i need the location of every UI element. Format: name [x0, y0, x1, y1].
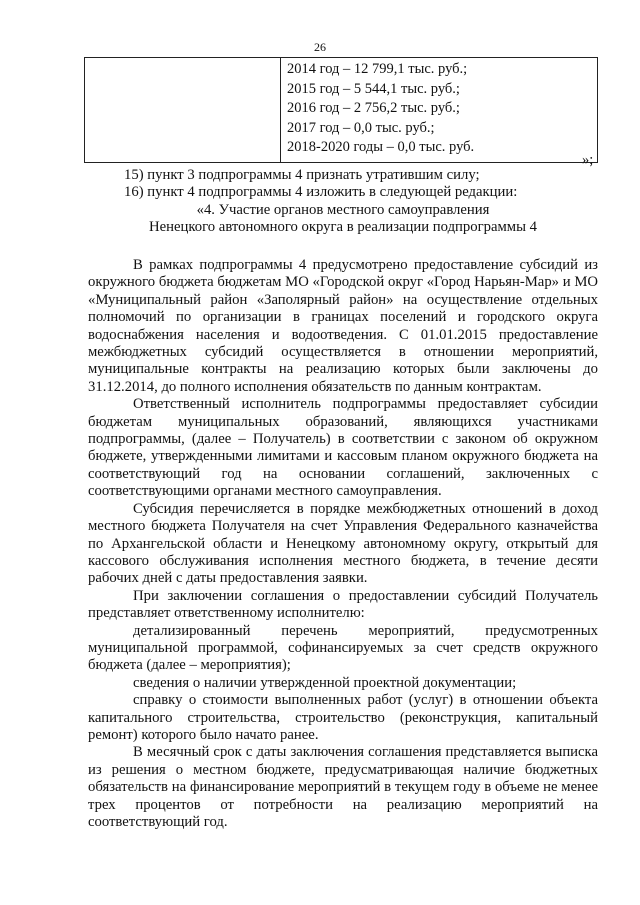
page-number: 26	[314, 40, 326, 54]
budget-line: 2018-2020 годы – 0,0 тыс. руб.	[287, 139, 475, 156]
body-text	[88, 257, 598, 831]
table-cell-empty	[85, 58, 281, 163]
budget-line: 2016 год – 2 756,2 тыс. руб.;	[287, 100, 460, 117]
section-heading-line-1: «4. Участие органов местного самоуправления	[196, 201, 490, 218]
amendments-block	[88, 167, 598, 237]
paragraph: Ответственный исполнитель подпрограммы предоставляет субсидии бюджетам муниципальных образований, являющихся участниками подпрограммы, (далее – Получатель) в соответствии с законом об окружном бюджете, утвержденными лимитами и кассовым планом окружного бюджета на соответствующий год на основании соглашений, заключенных с соответствующими органами местного самоуправления.	[88, 396, 598, 500]
budget-line: 2014 год – 12 799,1 тыс. руб.;	[287, 61, 468, 77]
paragraph: В месячный срок с даты заключения соглашения представляется выписка из решения о местном бюджете, предусматривающая наличие бюджетных обязательств на финансирование мероприятий в текущем году в объеме не менее трех процентов от потребности на реализацию мероприятий на соответствующий год.	[88, 744, 598, 830]
amendment-item-16: 16) пункт 4 подпрограммы 4 изложить в следующей редакции:	[124, 184, 518, 201]
amendment-item-15: 15) пункт 3 подпрограммы 4 признать утратившим силу;	[124, 167, 480, 183]
paragraph: Субсидия перечисляется в порядке межбюджетных отношений в доход местного бюджета Получателя на счет Управления Федерального казначейства по Архангельской области и Ненецкому автономному округу, открытый для кассового обслуживания исполнения местного бюджета, в течение десяти рабочих дней с даты предоставления заявки.	[88, 500, 598, 587]
paragraph: сведения о наличии утвержденной проектной документации;	[133, 674, 517, 691]
budget-line: 2015 год – 5 544,1 тыс. руб.;	[287, 80, 460, 97]
paragraph: При заключении соглашения о предоставлении субсидий Получатель представляет ответственному исполнителю:	[88, 587, 598, 622]
table-cell-budget	[281, 58, 598, 163]
budget-table	[84, 57, 598, 163]
section-heading-line-2: Ненецкого автономного округа в реализации подпрограммы 4	[149, 219, 537, 236]
paragraph: детализированный перечень мероприятий, предусмотренных муниципальной программой, софинансируемых за счет средств окружного бюджета (далее – мероприятия);	[88, 622, 598, 674]
table-row	[85, 58, 598, 163]
closing-quote: »;	[582, 152, 594, 168]
paragraph: В рамках подпрограммы 4 предусмотрено предоставление субсидий из окружного бюджета бюджетам МО «Городской округ «Город Нарьян-Мар» и МО «Муниципальный район «Заполярный район» на осуществление отдельных полномочий по организации в границах поселений и городского округа водоснабжения населения и водоотведения. С 01.01.2015 предоставление межбюджетных субсидий осуществляется в отношении мероприятий, муниципальные контракты на реализацию которых были заключены до 31.12.2014, до полного исполнения обязательств по данным контрактам.	[88, 257, 598, 395]
paragraph: справку о стоимости выполненных работ (услуг) в отношении объекта капитального строительства, строительство (реконструкция, капитальный ремонт) которого было начато ранее.	[88, 692, 598, 743]
budget-line: 2017 год – 0,0 тыс. руб.;	[287, 119, 435, 136]
